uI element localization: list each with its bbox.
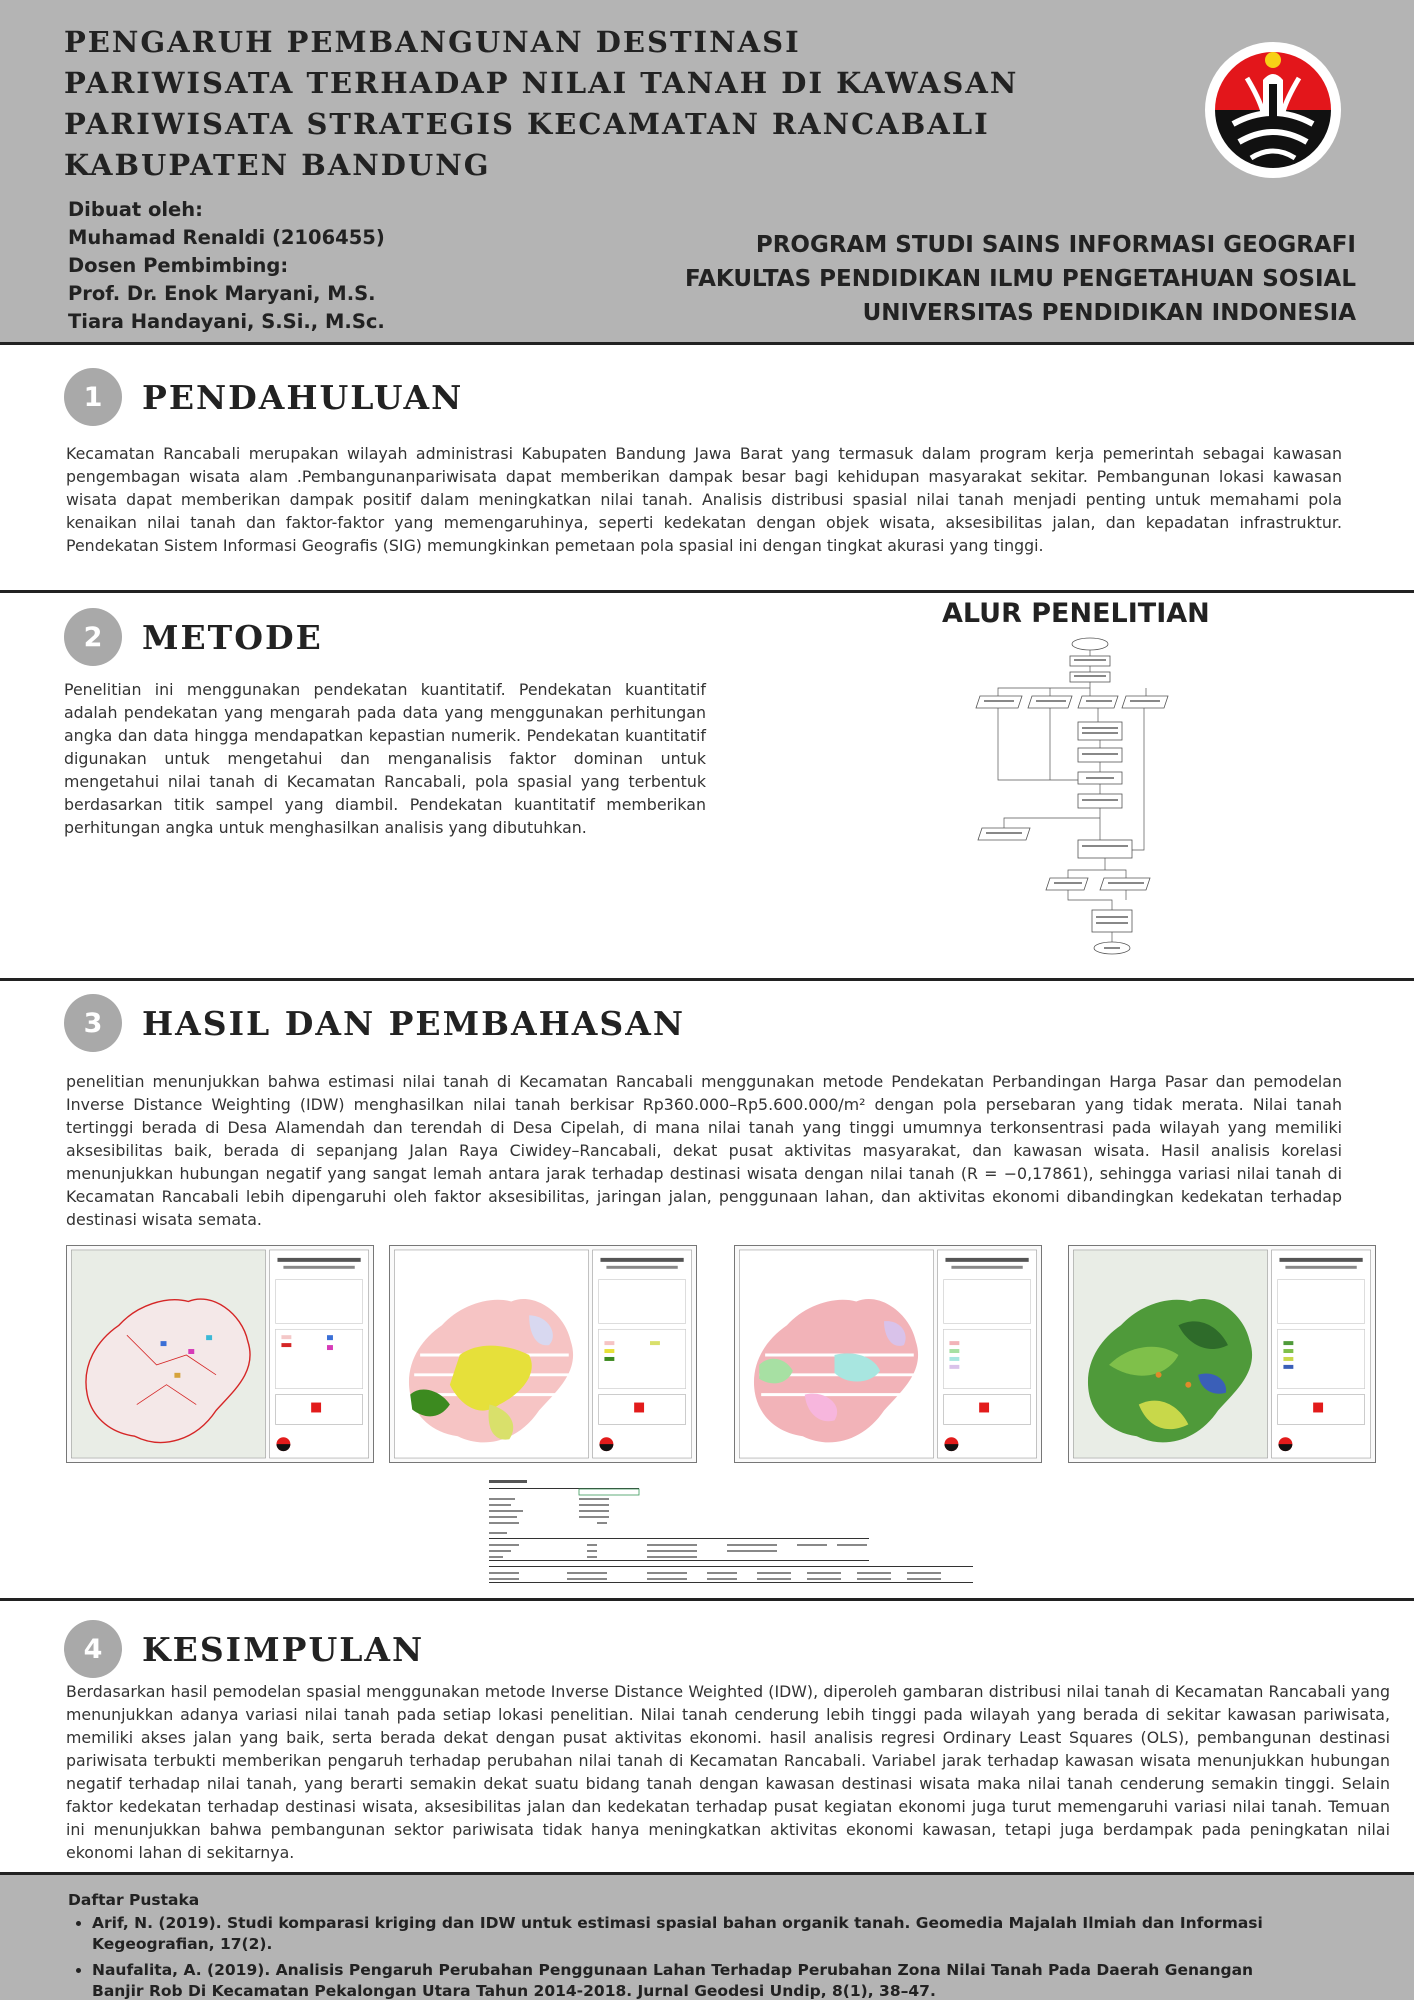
map-idw-land-value	[389, 1245, 697, 1463]
poster-title: PENGARUH PEMBANGUNAN DESTINASI PARIWISATA TERHADAP NILAI TANAH DI KAWASAN PARIWISATA STRATEGIS KECAMATAN RANCABALI KABUPATEN BANDUNG	[64, 25, 1019, 182]
metode-text: Penelitian ini menggunakan pendekatan kuantitatif. Pendekatan kuantitatif adalah pendekatan yang mengarah pada data yang menggunakan perhitungan angka dan data hingga mendapatkan kepastian numerik. Pendekatan kuantitatif digunakan untuk mengetahui dan menganalisis faktor dominan untuk mengetahui nilai tanah di Kecamatan Rancabali, pola spasial yang terbentuk berdasarkan titik sampel yang diambil. Pendekatan kuantitatif memberikan perhitungan angka untuk menghasilkan analisis yang dibutuhkan.	[64, 680, 706, 837]
university-logo	[1203, 40, 1343, 180]
map-land-use-image	[1069, 1246, 1375, 1462]
flowchart-title: ALUR PENELITIAN	[942, 598, 1210, 629]
regression-summary-table	[487, 1478, 975, 1586]
section-heading-pendahuluan	[64, 368, 463, 426]
reference-item: • Arif, N. (2019). Studi komparasi kriging dan IDW untuk estimasi spasial bahan organik tanah. Geomedia Majalah Ilmiah dan Informasi Kegeografian, 17(2).	[92, 1913, 1292, 1955]
author-line: Dibuat oleh:	[68, 198, 203, 221]
map-tourism-destination-image	[67, 1246, 373, 1462]
author-line: Dosen Pembimbing:	[68, 254, 289, 277]
research-flowchart	[968, 630, 1180, 960]
section-divider	[0, 1598, 1414, 1601]
institution-block	[685, 228, 1356, 330]
author-line: Muhamad Renaldi (2106455)	[68, 226, 385, 249]
references-footer	[0, 1872, 1414, 2000]
reference-item: • Naufalita, A. (2019). Analisis Pengaruh Perubahan Penggunaan Lahan Terhadap Perubahan Zona Nilai Tanah Pada Daerah Genangan Banjir Rob Di Kecamatan Pekalongan Utara Tahun 2014-2018. Jurnal Geodesi Undip, 8(1), 38–47.	[92, 1960, 1292, 2000]
section-heading-kesimpulan	[64, 1620, 424, 1678]
author-line: Prof. Dr. Enok Maryani, M.S.	[68, 282, 376, 305]
section-heading-hasil	[64, 994, 685, 1052]
program-line: PROGRAM STUDI SAINS INFORMASI GEOGRAFI	[755, 232, 1356, 258]
faculty-line: FAKULTAS PENDIDIKAN ILMU PENGETAHUAN SOSIAL	[685, 266, 1356, 292]
section-title: PENDAHULUAN	[142, 377, 464, 417]
section-number: 2	[64, 608, 122, 666]
pendahuluan-text: Kecamatan Rancabali merupakan wilayah administrasi Kabupaten Bandung Jawa Barat yang termasuk dalam program kerja pemerintah sebagai kawasan pengembagan wisata alam .Pembangunanpariwisata dapat memberikan dampak besar bagi kehidupan masyarakat sekitar. Pembangunan lokasi kawasan wisata dapat memberikan dampak positif dalam meningkatkan nilai tanah. Analisis distribusi spasial nilai tanah menjadi penting untuk memahami pola kenaikan nilai tanah dan faktor-faktor yang memengaruhinya, seperti kedekatan dengan objek wisata, aksesibilitas jalan, dan kepadatan infrastruktur. Pendekatan Sistem Informasi Geografis (SIG) memungkinkan pemetaan pola spasial ini dengan tingkat akurasi yang tinggi.	[66, 444, 1342, 555]
map-idw-land-value-image	[390, 1246, 696, 1462]
poster-header	[0, 0, 1414, 345]
section-title: HASIL DAN PEMBAHASAN	[142, 1003, 685, 1043]
university-line: UNIVERSITAS PENDIDIKAN INDONESIA	[862, 300, 1356, 326]
section-title: KESIMPULAN	[142, 1629, 425, 1669]
map-land-value-zones	[734, 1245, 1042, 1463]
map-land-value-zones-image	[735, 1246, 1041, 1462]
author-block	[68, 196, 385, 336]
section-title: METODE	[142, 617, 323, 657]
references-title: Daftar Pustaka	[68, 1891, 200, 1909]
section-heading-metode	[64, 608, 323, 666]
kesimpulan-text: Berdasarkan hasil pemodelan spasial menggunakan metode Inverse Distance Weighted (IDW), diperoleh gambaran distribusi nilai tanah di Kecamatan Rancabali yang menunjukkan adanya variasi nilai tanah pada setiap lokasi penelitian. Nilai tanah cenderung lebih tinggi pada wilayah yang berada di sekitar kawasan pariwisata, memiliki akses jalan yang baik, serta berada dekat dengan pusat aktivitas ekonomi. hasil analisis regresi Ordinary Least Squares (OLS), pembangunan destinasi pariwisata terbukti memberikan pengaruh terhadap perubahan nilai tanah di Kecamatan Rancabali. Variabel jarak terhadap kawasan wisata menunjukkan hubungan negatif terhadap nilai tanah, yang berarti semakin dekat suatu bidang tanah dengan kawasan destinasi wisata maka nilai tanah cenderung semakin tinggi. Selain faktor kedekatan terhadap destinasi wisata, aksesibilitas jalan dan kedekatan terhadap pusat kegiatan ekonomi juga turut memengaruhi variasi nilai tanah. Temuan ini menunjukkan bahwa pembangunan sektor pariwisata tidak hanya meningkatkan aktivitas ekonomi kawasan, tetapi juga berdampak pada peningkatan nilai ekonomi lahan di sekitarnya.	[66, 1682, 1390, 1862]
map-land-use	[1068, 1245, 1376, 1463]
map-tourism-destination	[66, 1245, 374, 1463]
section-divider	[0, 978, 1414, 981]
section-divider	[0, 590, 1414, 593]
section-number: 4	[64, 1620, 122, 1678]
author-line: Tiara Handayani, S.Si., M.Sc.	[68, 310, 385, 333]
section-number: 1	[64, 368, 122, 426]
hasil-text: penelitian menunjukkan bahwa estimasi nilai tanah di Kecamatan Rancabali menggunakan metode Pendekatan Perbandingan Harga Pasar dan pemodelan Inverse Distance Weighting (IDW) menghasilkan nilai tanah berkisar Rp360.000–Rp5.600.000/m² dengan pola persebaran yang tidak merata. Nilai tanah tertinggi berada di Desa Alamendah dan terendah di Desa Cipelah, di mana nilai tanah yang tinggi umumnya terkonsentrasi pada wilayah yang memiliki aksesibilitas baik, berada di sepanjang Jalan Raya Ciwidey–Rancabali, dekat pusat aktivitas masyarakat, dan kawasan wisata. Hasil analisis korelasi menunjukkan hubungan negatif yang sangat lemah antara jarak terhadap destinasi wisata dengan nilai tanah (R = −0,17861), sehingga variasi nilai tanah di Kecamatan Rancabali lebih dipengaruhi oleh faktor aksesibilitas, jaringan jalan, penggunaan lahan, dan aktivitas ekonomi dibandingkan kedekatan terhadap destinasi wisata semata.	[66, 1072, 1342, 1229]
section-number: 3	[64, 994, 122, 1052]
reference-list	[92, 1913, 1292, 2000]
